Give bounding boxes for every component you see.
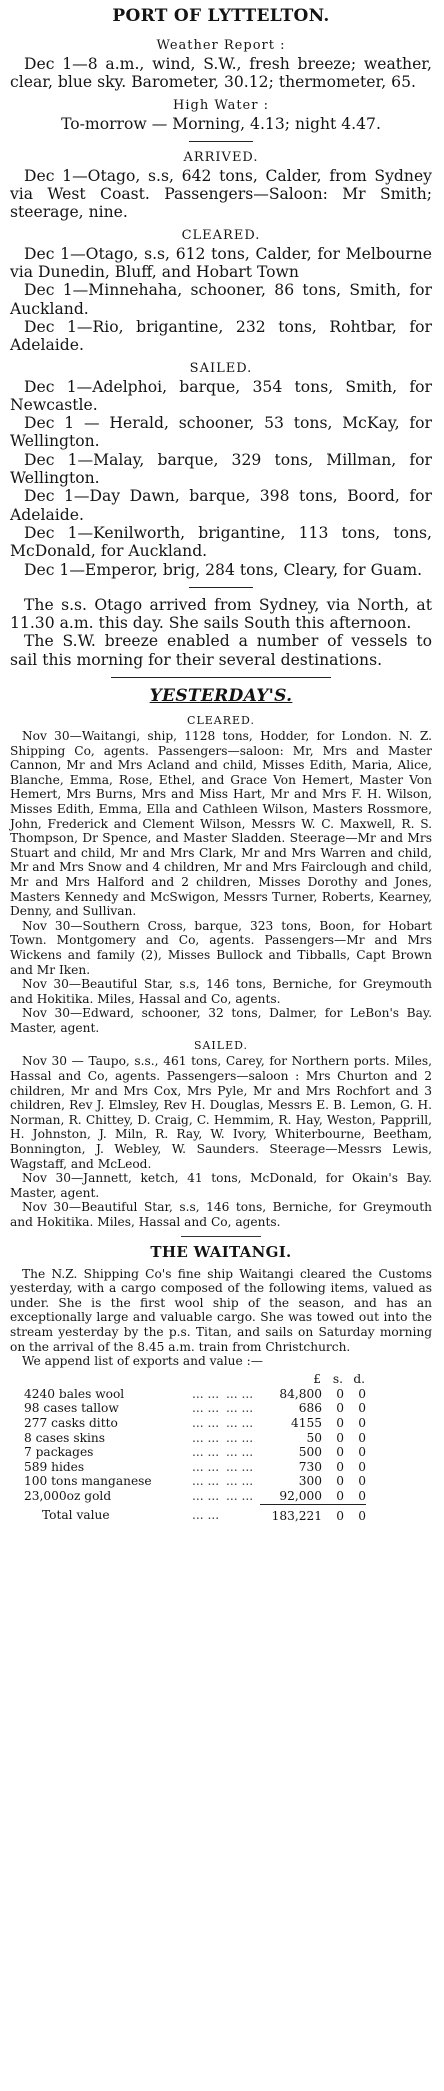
cleared-entry: Dec 1—Minnehaha, schooner, 86 tons, Smith, for Auckland. [10, 281, 432, 318]
yesterday-cleared-list [10, 729, 432, 1035]
export-item: 4240 bales wool [24, 1386, 125, 1401]
leader-dots: ... ... [192, 1489, 220, 1504]
sailed-entry: Dec 1 — Herald, schooner, 53 tons, McKay, for Wellington. [10, 414, 432, 451]
section-rule [181, 1236, 261, 1237]
export-pence: 0 [358, 1415, 366, 1430]
yesterday-cleared-heading: CLEARED. [187, 714, 255, 728]
cleared-list [10, 245, 432, 355]
export-row [24, 1416, 366, 1431]
export-row [24, 1387, 366, 1402]
export-pence: 0 [358, 1386, 366, 1401]
yesterday-sailed-list [10, 1054, 432, 1229]
leader-dots: ... ... [192, 1386, 220, 1401]
total-pounds: 183,221 [260, 1504, 322, 1523]
yesterday-cleared-entry: Nov 30—Waitangi, ship, 1128 tons, Hodder, for London. N. Z. Shipping Co, agents. Passengers—saloon: Mr, Mrs and Master Cannon, Mr and Mrs Acland and child, Misses Edith, Maria, Alice, Blanche, Emma, Rose, Ethel, and Grace Von Hemert, Master Von Hemert, Mrs Burns, Mrs and Miss Hart, Mr and Mrs F. H. Wilson, Misses Edith, Emma, Ella and Cathleen Wilson, Masters Rossmore, John, Frederick and Clement Wilson, Messrs W. C. Maxwell, R. S. Thompson, Dr Spence, and Master Sladden. Steerage—Mr and Mrs Stuart and child, Mr and Mrs Clark, Mr and Mrs Warren and child, Mr and Mrs Snow and 4 children, Mr and Mrs Fairclough and child, Mr and Mrs Halford and 2 children, Misses Dorothy and Jones, Masters Kennedy and McSwigon, Messrs Turner, Roberts, Kearney, Denny, and Sullivan. [10, 729, 432, 919]
note-breeze: The S.W. breeze enabled a number of vessels to sail this morning for their several destinations. [10, 632, 432, 669]
total-pence: 0 [344, 1504, 366, 1523]
export-pounds: 686 [298, 1401, 322, 1416]
leader-dots: ... ... [192, 1445, 220, 1460]
export-pence: 0 [358, 1445, 366, 1460]
arrived-heading: ARRIVED. [183, 149, 259, 165]
export-shillings: 0 [336, 1488, 344, 1503]
sailed-heading: SAILED. [189, 360, 253, 376]
leader-dots: ... ... [226, 1430, 254, 1445]
high-water-heading: High Water : [173, 97, 269, 113]
exports-total-row [24, 1504, 366, 1523]
sailed-entry: Dec 1—Kenilworth, brigantine, 113 tons, tons, McDonald, for Auckland. [10, 523, 432, 561]
export-shillings: 0 [336, 1386, 344, 1401]
export-pence: 0 [358, 1401, 366, 1416]
sailed-entry: Dec 1—Emperor, brig, 284 tons, Cleary, for Guam. [24, 560, 423, 579]
leader-dots: ... ... [226, 1489, 254, 1504]
yesterday-cleared-entry: Nov 30—Edward, schooner, 32 tons, Dalmer, for LeBon's Bay. Master, agent. [10, 1006, 432, 1035]
sailed-entry: Dec 1—Malay, barque, 329 tons, Millman, for Wellington. [10, 450, 432, 488]
export-row [24, 1431, 366, 1446]
exports-rows [24, 1387, 366, 1504]
export-pounds: 4155 [290, 1415, 322, 1430]
weather-report: Dec 1—8 a.m., wind, S.W., fresh breeze; weather, clear, blue sky. Barometer, 30.12; thermometer, 65. [10, 55, 432, 92]
export-pounds: 50 [306, 1430, 322, 1445]
export-shillings: 0 [336, 1445, 344, 1460]
leader-dots: ... ... [192, 1401, 220, 1416]
export-pounds: 92,000 [279, 1488, 322, 1503]
export-pence: 0 [358, 1474, 366, 1489]
sailed-list [10, 378, 432, 579]
leader-dots: ... ... [226, 1445, 254, 1460]
exports-intro: We append list of exports and value :— [22, 1354, 263, 1369]
weather-heading: Weather Report : [156, 38, 286, 53]
exports-header-row [24, 1371, 366, 1387]
col-shillings-header: s. [332, 1371, 343, 1386]
yesterday-title: YESTERDAY'S. [149, 686, 293, 707]
export-item: 8 cases skins [24, 1430, 105, 1445]
section-rule [189, 587, 253, 588]
exports-table [24, 1371, 366, 1523]
export-pence: 0 [358, 1459, 366, 1474]
yesterday-cleared-entry: Nov 30—Beautiful Star, s.s, 146 tons, Berniche, for Greymouth and Hokitika. Miles, Hassal and Co, agents. [10, 977, 432, 1006]
yesterday-sailed-entry: Nov 30 — Taupo, s.s., 461 tons, Carey, for Northern ports. Miles, Hassal and Co, agents. Passengers—saloon : Mrs Churton and 2 children, Mr and Mrs Cox, Mrs Pyle, Mr and Mrs Rochfort and 3 children, Rev J. Elmsley, Rev H. Douglas, Messrs E. B. Lemon, G. H. Norman, R. Chittey, D. Craig, C. Hemmim, R. Hay, Weston, Papprill, H. Johnston, J. Miln, R. Ray, W. Ivory, Whiterbourne, Beetham, Bonnington, J. Webley, W. Saunders. Steerage—Messrs Lewis, Wagstaff, and McLeod. [10, 1054, 432, 1171]
port-section [10, 38, 432, 669]
export-shillings: 0 [336, 1459, 344, 1474]
port-title: PORT OF LYTTELTON. [112, 6, 330, 26]
leader-dots: ... ... [226, 1415, 254, 1430]
col-pence-header: d. [353, 1371, 365, 1386]
export-item: 23,000oz gold [24, 1489, 112, 1504]
leader-dots: ... ... [226, 1401, 254, 1416]
leader-dots: ... ... [192, 1459, 220, 1474]
waitangi-body: The N.Z. Shipping Co's fine ship Waitangi cleared the Customs yesterday, with a cargo composed of the following items, valued as under. She is the first wool ship of the season, and has an exceptionally large and valuable cargo. She was towed out into the stream yesterday by the p.s. Titan, and sails on Saturday morning on the arrival of the 8.45 a.m. train from Christchurch. [10, 1266, 432, 1354]
leader-dots: ... ... [192, 1474, 220, 1489]
col-pounds-header: £ [313, 1371, 321, 1386]
cleared-heading: CLEARED. [181, 227, 261, 243]
section-rule [111, 677, 331, 678]
export-pounds: 300 [298, 1474, 322, 1489]
yesterday-sailed-heading: SAILED. [193, 1039, 249, 1053]
total-dots: ... ... [192, 1508, 220, 1523]
export-pence: 0 [358, 1430, 366, 1445]
export-row [24, 1489, 366, 1504]
export-shillings: 0 [336, 1474, 344, 1489]
export-shillings: 0 [336, 1401, 344, 1416]
export-row [24, 1460, 366, 1475]
export-row [24, 1401, 366, 1416]
export-pounds: 730 [298, 1459, 322, 1474]
leader-dots: ... ... [192, 1430, 220, 1445]
arrived-entry: Dec 1—Otago, s.s, 642 tons, Calder, from Sydney via West Coast. Passengers—Saloon: Mr Smith; steerage, nine. [10, 166, 432, 222]
sailed-entry: Dec 1—Adelphoi, barque, 354 tons, Smith, for Newcastle. [10, 377, 432, 414]
leader-dots: ... ... [226, 1386, 254, 1401]
export-pence: 0 [358, 1488, 366, 1503]
export-shillings: 0 [336, 1430, 344, 1445]
arrived-list [10, 167, 432, 222]
leader-dots: ... ... [226, 1459, 254, 1474]
export-pounds: 84,800 [279, 1386, 322, 1401]
export-item: 277 casks ditto [24, 1415, 118, 1430]
export-item: 98 cases tallow [24, 1401, 119, 1416]
yesterday-sailed-entry: Nov 30—Beautiful Star, s.s, 146 tons, Berniche, for Greymouth and Hokitika. Miles, Hassal and Co, agents. [10, 1200, 432, 1230]
waitangi-title: THE WAITANGI. [150, 1242, 292, 1261]
total-shillings: 0 [322, 1504, 344, 1523]
section-rule [189, 141, 253, 142]
export-shillings: 0 [336, 1415, 344, 1430]
yesterday-section [10, 714, 432, 1230]
export-item: 589 hides [24, 1459, 85, 1474]
cleared-entry: Dec 1—Otago, s.s, 612 tons, Calder, for Melbourne via Dunedin, Bluff, and Hobart Town [10, 244, 432, 282]
leader-dots: ... ... [192, 1415, 220, 1430]
waitangi-section [10, 1267, 432, 1524]
yesterday-sailed-entry: Nov 30—Jannett, ketch, 41 tons, McDonald, for Okain's Bay. Master, agent. [10, 1171, 432, 1200]
leader-dots: ... ... [226, 1474, 254, 1489]
sailed-entry: Dec 1—Day Dawn, barque, 398 tons, Boord, for Adelaide. [10, 487, 432, 524]
high-water-times: To-morrow — Morning, 4.13; night 4.47. [61, 114, 381, 133]
export-row [24, 1474, 366, 1489]
yesterday-cleared-entry: Nov 30—Southern Cross, barque, 323 tons, Boon, for Hobart Town. Montgomery and Co, agents. Passengers—Mr and Mrs Wickens and family (2), Misses Bullock and Tibballs, Capt Brown and Mr Iken. [10, 918, 432, 977]
cleared-entry: Dec 1—Rio, brigantine, 232 tons, Rohtbar, for Adelaide. [10, 317, 432, 355]
export-item: 100 tons manganese [24, 1474, 152, 1489]
note-otago: The s.s. Otago arrived from Sydney, via North, at 11.30 a.m. this day. She sails South this afternoon. [10, 595, 432, 633]
export-item: 7 packages [24, 1445, 94, 1460]
export-row [24, 1445, 366, 1460]
total-label: Total value [42, 1508, 110, 1523]
export-pounds: 500 [298, 1445, 322, 1460]
